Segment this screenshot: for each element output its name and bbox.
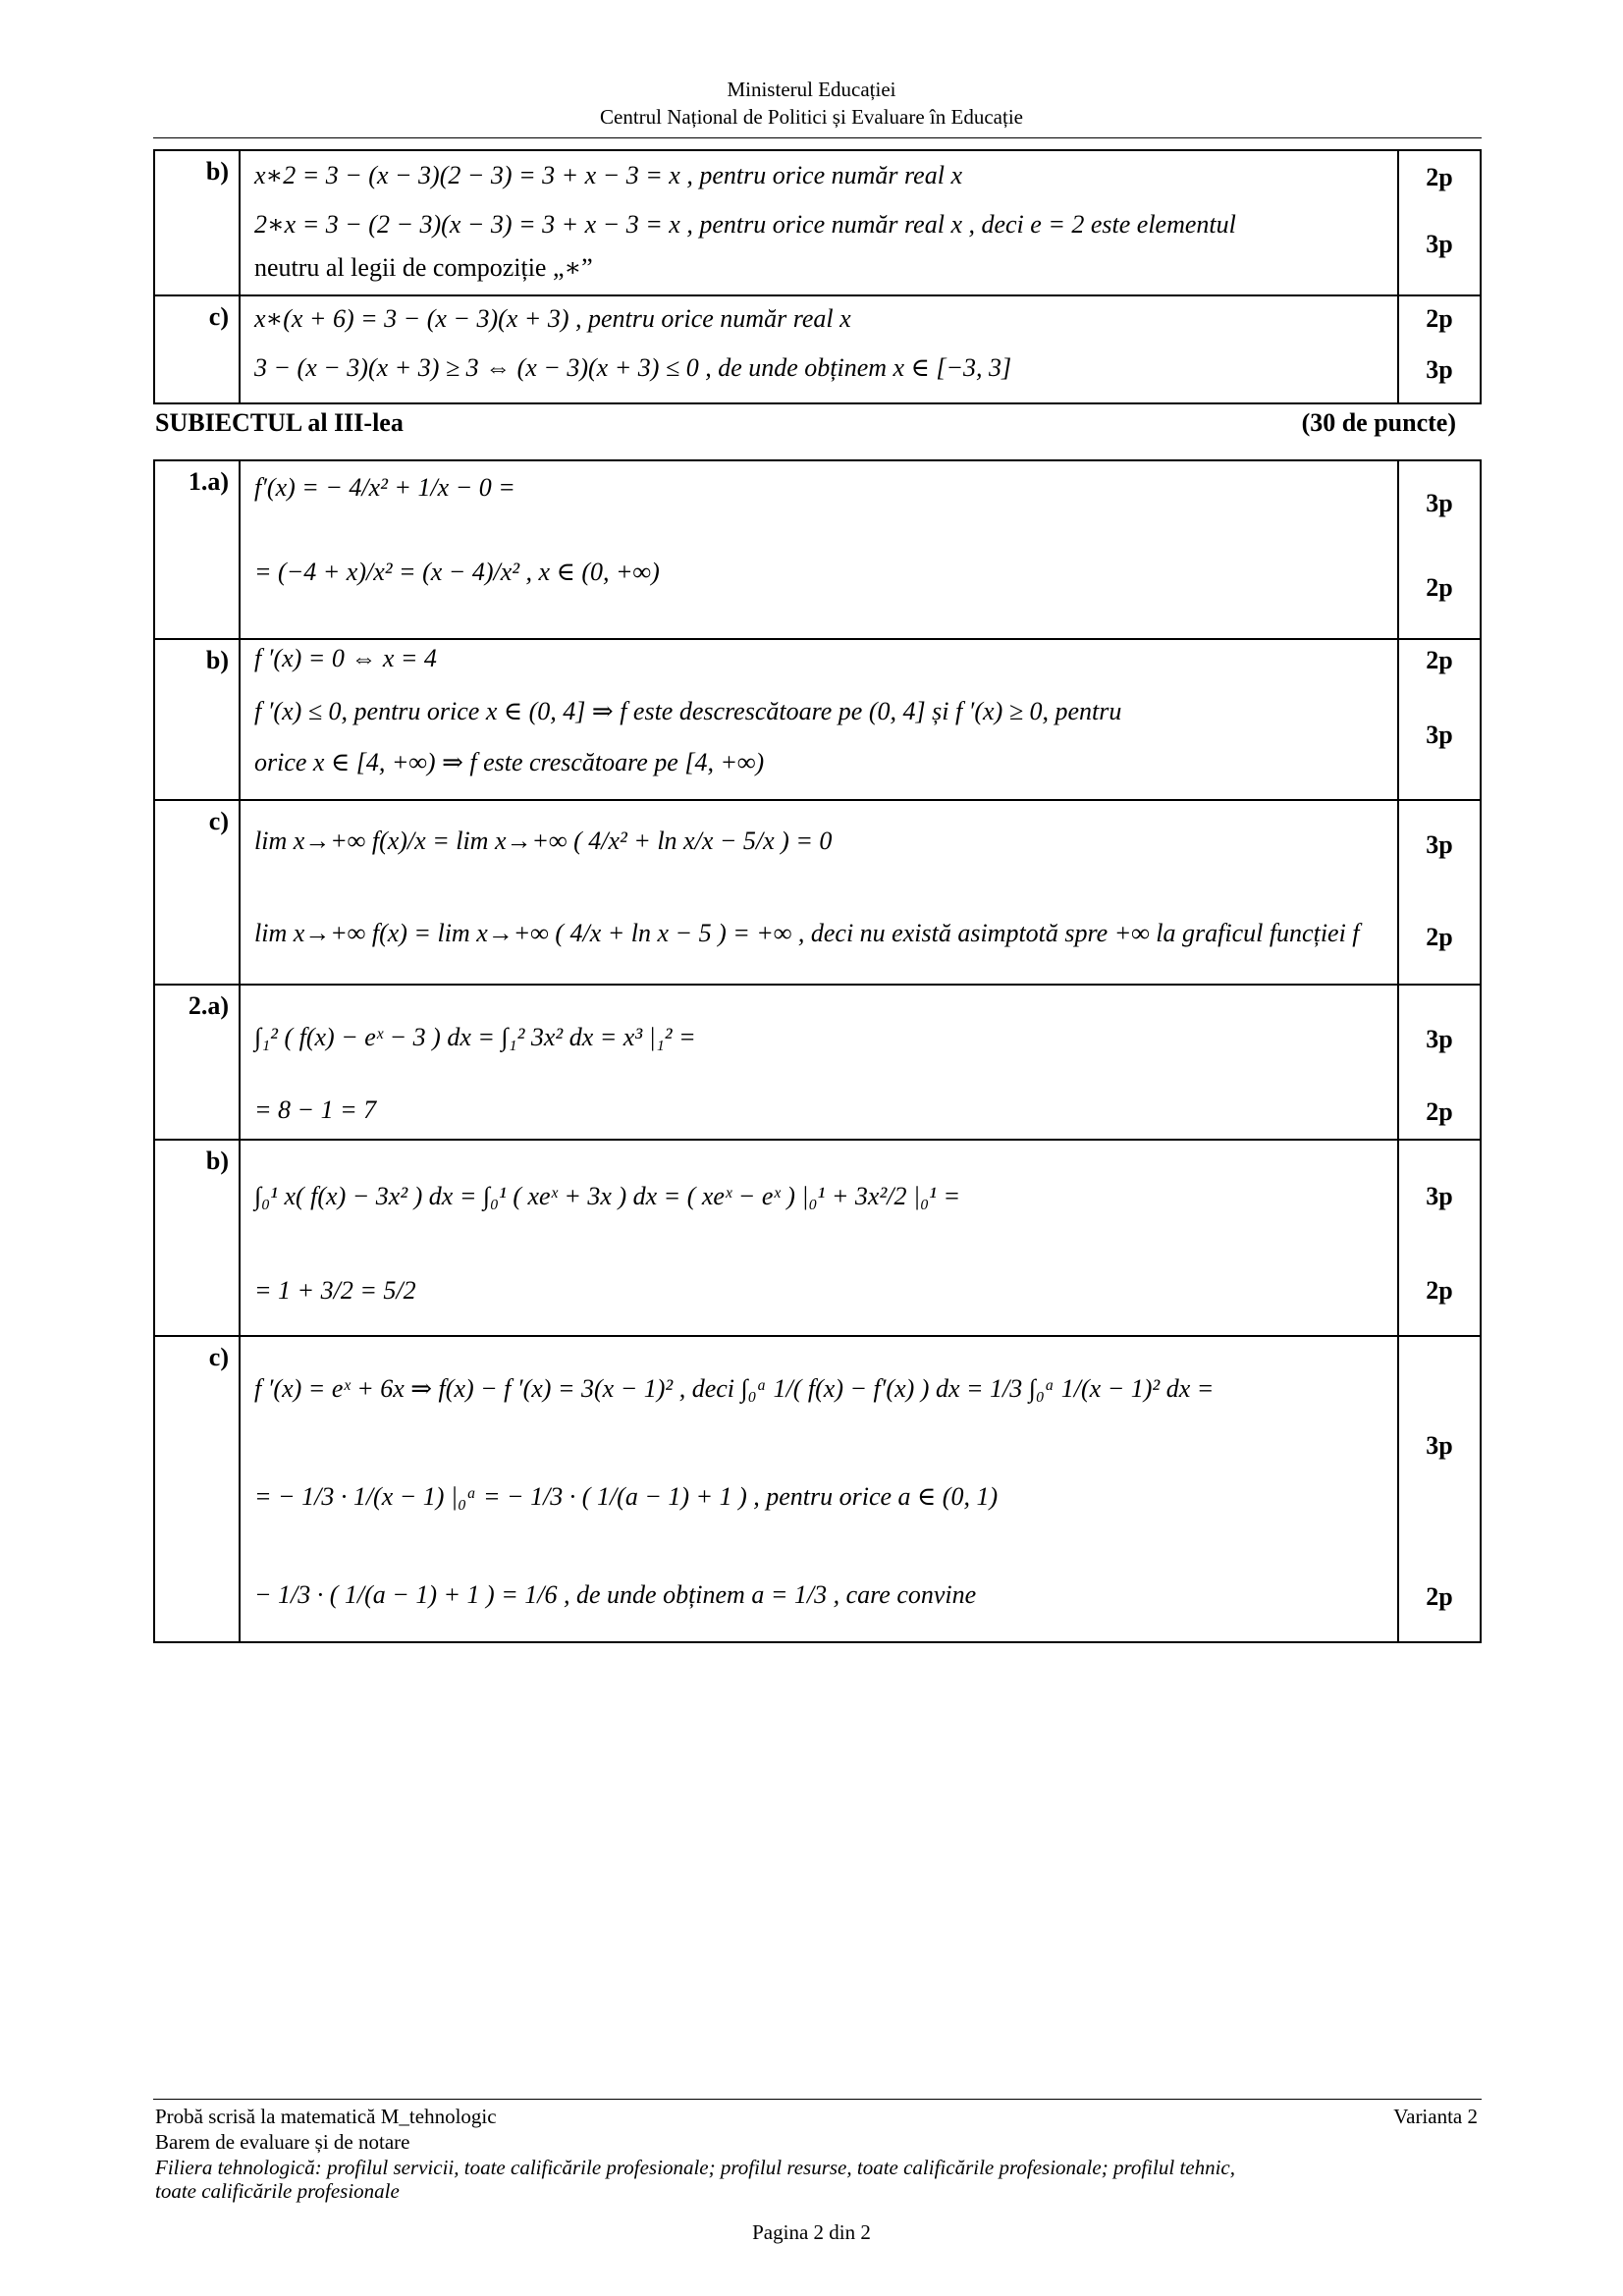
points-value: 3p [1426,721,1453,749]
points-value: 2p [1426,304,1453,333]
solution-line: lim x→+∞ f(x)/x = lim x→+∞ ( 4/x² + ln x/x − 5/x ) = 0 [254,827,833,855]
table-row [154,800,1481,985]
points-value: 3p [1426,489,1453,517]
points-value: 3p [1426,1182,1453,1210]
footer-filiera-cont: toate calificările profesionale [155,2179,400,2203]
row-points [1398,295,1481,403]
points-value: 3p [1426,1025,1453,1053]
row-content [240,1336,1398,1642]
row-content [240,460,1398,639]
solution-line: f′(x) = − 4/x² + 1/x − 0 = [254,473,515,502]
table-row [154,639,1481,800]
header-center: Centrul Național de Politici și Evaluare în Educație [600,105,1023,129]
solution-line: 3 − (x − 3)(x + 3) ≥ 3 ⇔ (x − 3)(x + 3) ≤ 0 , de unde obținem x ∈ [−3, 3] [254,353,1012,382]
table-row [154,1140,1481,1336]
table-row [154,1336,1481,1642]
scoring-table-part3 [153,459,1482,1643]
footer-barem: Barem de evaluare și de notare [155,2130,410,2154]
row-label: 1.a) [154,460,240,639]
solution-line: f ′(x) = eˣ + 6x ⇒ f(x) − f ′(x) = 3(x − 1)² , deci ∫₀ᵃ 1/( f(x) − f′(x) ) dx = 1/3 ∫₀ᵃ 1/(x − 1)² dx = [254,1374,1215,1403]
points-value: 2p [1426,1582,1453,1611]
page-number: Pagina 2 din 2 [752,2220,871,2244]
solution-line: x∗2 = 3 − (x − 3)(2 − 3) = 3 + x − 3 = x , pentru orice număr real x [254,161,962,189]
row-label: b) [154,150,240,295]
points-value: 3p [1426,830,1453,859]
row-label: b) [154,639,240,800]
header-rule [153,137,1482,138]
footer-variant: Varianta 2 [1393,2105,1478,2128]
points-value: 2p [1426,1276,1453,1305]
footer-exam: Probă scrisă la matematică M_tehnologic [155,2105,497,2128]
section-title: SUBIECTUL al III-lea [155,408,404,437]
row-content [240,1140,1398,1336]
table-row [154,460,1481,639]
points-value: 2p [1426,1097,1453,1126]
row-label: c) [154,800,240,985]
row-label: 2.a) [154,985,240,1140]
solution-line: = − 1/3 · 1/(x − 1) |₀ᵃ = − 1/3 · ( 1/(a − 1) + 1 ) , pentru orice a ∈ (0, 1) [254,1482,999,1511]
row-content [240,800,1398,985]
solution-line: x∗(x + 6) = 3 − (x − 3)(x + 3) , pentru orice număr real x [254,304,851,333]
row-points [1398,1336,1481,1642]
row-content [240,295,1398,403]
solution-line: = (−4 + x)/x² = (x − 4)/x² , x ∈ (0, +∞) [254,558,660,586]
row-points [1398,150,1481,295]
table-row [154,150,1481,295]
row-points [1398,639,1481,800]
table-row [154,985,1481,1140]
solution-line: = 1 + 3/2 = 5/2 [254,1276,416,1305]
table-row [154,295,1481,403]
points-value: 2p [1426,923,1453,951]
solution-line: f ′(x) ≤ 0, pentru orice x ∈ (0, 4] ⇒ f este descrescătoare pe (0, 4] și f ′(x) ≥ 0, pentru [254,697,1122,725]
row-points [1398,985,1481,1140]
row-content [240,639,1398,800]
solution-line: f ′(x) = 0 ⇔ x = 4 [254,644,437,672]
row-label: c) [154,295,240,403]
solution-line: = 8 − 1 = 7 [254,1095,377,1124]
solution-line: ∫₁² ( f(x) − eˣ − 3 ) dx = ∫₁² 3x² dx = x³ |₁² = [254,1023,696,1051]
solution-line: − 1/3 · ( 1/(a − 1) + 1 ) = 1/6 , de unde obținem a = 1/3 , care convine [254,1580,977,1609]
points-value: 3p [1426,230,1453,258]
solution-line: neutru al legii de compoziție „∗” [254,253,593,282]
row-points [1398,1140,1481,1336]
footer-rule [153,2099,1482,2100]
points-value: 2p [1426,163,1453,191]
row-label: c) [154,1336,240,1642]
row-content [240,985,1398,1140]
points-value: 2p [1426,573,1453,602]
row-label: b) [154,1140,240,1336]
row-points [1398,460,1481,639]
header-ministry: Ministerul Educației [727,78,896,101]
footer-filiera: Filiera tehnologică: profilul servicii, toate calificările profesionale; profilul resurse, toate calificările profesionale; profilul tehnic, [155,2156,1235,2179]
section-points: (30 de puncte) [1301,408,1456,437]
solution-line: lim x→+∞ f(x) = lim x→+∞ ( 4/x + ln x − 5 ) = +∞ , deci nu există asimptotă spre +∞ la graficul funcției f [254,919,1360,947]
row-points [1398,800,1481,985]
solution-line: orice x ∈ [4, +∞) ⇒ f este crescătoare pe [4, +∞) [254,748,765,776]
solution-line: 2∗x = 3 − (2 − 3)(x − 3) = 3 + x − 3 = x , pentru orice număr real x , deci e = 2 este elementul [254,210,1236,239]
solution-line: ∫₀¹ x( f(x) − 3x² ) dx = ∫₀¹ ( xeˣ + 3x ) dx = ( xeˣ − eˣ ) |₀¹ + 3x²/2 |₀¹ = [254,1182,960,1210]
points-value: 2p [1426,646,1453,674]
points-value: 3p [1426,1431,1453,1460]
scoring-table-part2 [153,149,1482,404]
row-content [240,150,1398,295]
points-value: 3p [1426,355,1453,384]
